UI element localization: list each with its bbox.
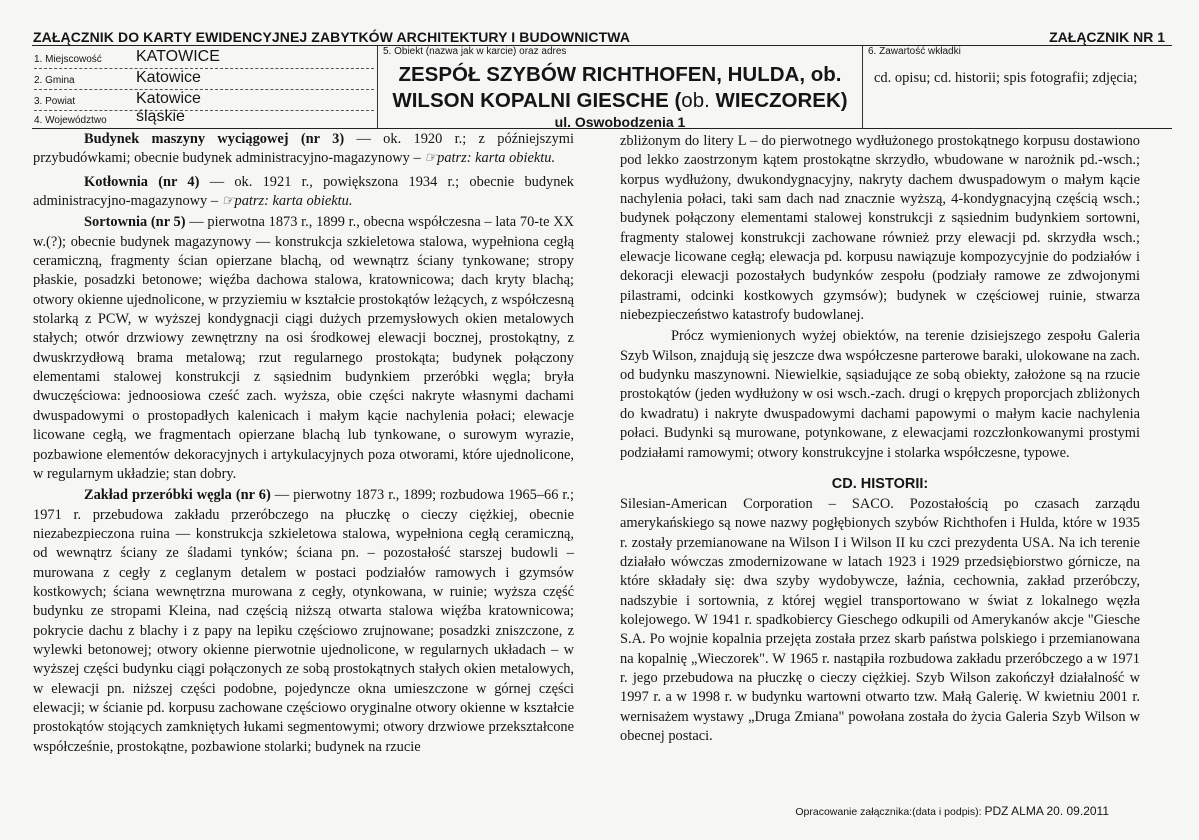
reference-link: ☞patrz: karta obiektu.	[221, 193, 353, 210]
paragraph-sorting-plant	[33, 213, 574, 484]
field-label: 4. Województwo	[34, 115, 107, 126]
paragraph-text: — pierwotny 1873 r., 1899; rozbudowa 1965–66 r.; 1971 r. przebudowa zakładu przeróbczego na płuczkę o cieczy ciężkiej, obecnie niezabezpieczona ruina — konstrukcja szkieletowa stalowa, wypełniona cegłą ceramiczną, od wewnątrz ściany ze śladami tynków; ściana pn. – pozostałość starszej budowli – murowana z cegły z ceglanym detalem w postaci podziałów ramowych i gzymsów kostkowych; ściana wewnętrzna murowana z cegły, otynkowana, w ruinie; wyższa część budynku ze stropami Kleina, nad częścią niższą otwarta stalowa więźba kratownicowa; pokrycie dachu z blachy i z papy na lepiku częściowo zrujnowane; posadzki zniszczone, z wylewki betonowej; otwory okienne pierwotnie ujednolicone, w regularnych układach – w wyższej części budynku ciągi połączonych ze sobą prostokątnych stałych okien metalowych, w elewacji pn. niższej części podobne, pojedyncze okna umieszczone w górnej części elewacji; w ścianie pd. korpusu zachowane częściowo oryginalne otwory okienne w kształcie prostokątów stojących zamkniętych łukami segmentowymi; otwory drzwiowe przekształcone współcześnie, prostokątne, pozbawione stolarki; budynek na rzucie	[33, 487, 575, 755]
building-title: Sortownia (nr 5)	[84, 214, 186, 231]
field-value: Katowice	[136, 69, 201, 86]
field-rule	[34, 110, 374, 111]
object-name-ob: ob.	[681, 89, 710, 112]
object-name	[378, 62, 862, 114]
annex-number: ZAŁĄCZNIK NR 1	[1049, 29, 1165, 45]
header-title: ZAŁĄCZNIK DO KARTY EWIDENCYJNEJ ZABYTKÓW ARCHITEKTURY I BUDOWNICTWA	[33, 29, 631, 45]
building-title: Kotłownia (nr 4)	[84, 173, 200, 190]
object-name-part: WILSON KOPALNI GIESCHE (	[392, 89, 682, 112]
building-title: Budynek maszyny wyciągowej (nr 3)	[84, 131, 345, 147]
field-label: 2. Gmina	[34, 75, 75, 86]
object-address: ul. Oswobodzenia 1	[554, 114, 686, 130]
paragraph-text: — pierwotna 1873 r., 1899 r., obecna współczesna – lata 70-te XX w.(?); obecnie budynek magazynowy — konstrukcja szkieletowa stalowa, wypełniona cegłą ceramiczną, fragmenty ścian opierzane blachą, od wewnątrz ściany tynkowane; stropy płaskie, posadzki betonowe; więźba dachowa stalowa, kratownicowa; dach kryty blachą; otwory okienne ujednolicone, w przyziemiu w kształcie prostokątów leżących, z współczesną stolarką z PCW, w wyższej kondygnacji ciągi dużych przemysłowych okien metalowych stałych; otwór drzwiowy zewnętrzny na osi środkowej elewacji bocznej, prostokątny, z dwuskrzydłową brama metalową; rzut regularnego prostokąta; budynek połączony elementami stalowej konstrukcji z sąsiednim budynkiem przeróbki węgla; bryła dwuczęściowa: jednoosiowa cześć zach. wyższa, obie części nakryte własnymi dachami dwuspadowymi o prostopadłych kalenicach i małym kącie nachylenia połaci; elewacje licowane cegłą, we fragmentach opierzane blachą lub tynkowane, o surowym wyrazie, pozbawione elementów dekoracyjnych i artykulacyjnych poza otworami, które ujednolicone, w regularnym układzie; stan dobry.	[33, 214, 574, 482]
paragraph-boiler-house	[33, 173, 574, 212]
history-heading: CD. HISTORII:	[831, 475, 929, 492]
object-name-line2	[378, 88, 862, 114]
object-name-part: WIECZOREK)	[709, 89, 848, 112]
field-rule	[34, 68, 374, 69]
reference-link: ☞patrz: karta obiektu.	[424, 150, 556, 167]
header-divider-right	[862, 45, 863, 129]
field-label: 3. Powiat	[34, 96, 76, 107]
paragraph-other-objects: Prócz wymienionych wyżej obiektów, na terenie dzisiejszego zespołu Galeria Szyb Wilson, znajdują się jeszcze dwa współczesne parterowe baraki, ulokowane na zach. od budynku maszynowni. Niewielkie, sąsiadujące ze sobą obiekty, założone są na rzucie prostokątów (jeden wydłużony w osi wsch.-zach. drugi o krępych proporcjach zbliżonych do kwadratu) i nakryte dwuspadowymi dachami papowymi o małym kacie nachylenia połaci. Budynki są murowane, potynkowane, z elewacjami rozczłonkowanymi prostymi podziałami ramowymi; otwory konstrukcyjne i stolarka współczesne, typowe.	[620, 328, 1140, 461]
paragraph-description-cont: zbliżonym do litery L – do pierwotnego wydłużonego prostokątnego korpusu dostawiono pod lekko zaostrzonym kątem prostokątne skrzydło, wbudowane w narożnik pd.-wsch.; korpus wydłużony, dwukondygnacyjny, nakryty dachem dwuspadowym o małym kącie nachylenia połaci, taki sam dach nad znacznie wyższą, 4-kondygnacyjną częścią wsch.; budynek połączony elementami stalowej konstrukcji z sąsiednim budynkiem sortowni, fragmenty stalowej konstrukcji zachowane również przy elewacji pd. skrzydła wsch.; elewacje licowane cegłą; elewacja pd. korpusu nawiązuje kompozycyjnie do podziałów i dekoracji elewacji pozostałych budynków zespołu (podziały ramowe ze zdwojonymi pilastrami, odcinki kostkowych gzymsów); budynek w częściowej ruinie, stwarza niebezpieczeństwo katastrofy budowlanej.	[620, 133, 1140, 324]
header-top-rule	[32, 45, 1172, 46]
contents-value: cd. opisu; cd. historii; spis fotografii; zdjęcia;	[874, 70, 1138, 86]
footer-signature	[795, 804, 1109, 818]
field-rule	[34, 89, 374, 90]
field-value: KATOWICE	[136, 48, 220, 65]
paragraph-text: — ok. 1921 r., powiększona 1934 r.; obecnie budynek administracyjno-magazynowy –	[33, 173, 574, 210]
footer-label: Opracowanie załącznika:(data i podpis):	[795, 806, 985, 818]
paragraph-machine-building	[33, 130, 574, 169]
field-label: 1. Miejscowość	[34, 54, 102, 65]
field-value: śląskie	[136, 108, 185, 125]
footer-value: PDZ ALMA 20. 09.2011	[984, 804, 1109, 818]
left-column	[33, 130, 574, 757]
paragraph-coal-processing	[33, 486, 574, 757]
paragraph-history: Silesian-American Corporation – SACO. Pozostałością po czasach zarządu amerykańskiego są nowe nazwy pogłębionych szybów Richthofen i Hulda, które w 1935 r. zostały przemianowane na Wilson I i Wilson II ku czci prezydenta USA. Na ich terenie działało wówczas zmodernizowane w latach 1923 i 1929 przedsiębiorstwo górnicze, na które składały się: dwa szyby wydobywcze, łaźnia, cechownia, zakład przeróbczy, nadszybie i sortownia, z której węgiel transportowano w świat z lokalnego węzła kolejowego. W 1941 r. spadkobiercy Gieschego odkupili od Amerykanów akcje "Giesche S.A. Po wojnie kopalnia przejęta została przez skarb państwa polskiego i przemianowana na kopalnię „Wieczorek". W 1965 r. nastąpiła rozbudowa zakładu przeróbczego a w 1971 r. jego przebudowa na płuczkę o cieczy ciężkiej. Szyb Wilson zakończył działalność w 1997 r. a w 1998 r. w budynku wartowni otwarto tzw. Małą Galerię. W kwietniu 2001 r. wernisażem wystawy „Druga Zmiana" powołana została do życia Galeria Szyb Wilson w obecnej postaci.	[620, 495, 1140, 744]
object-name-line1: ZESPÓŁ SZYBÓW RICHTHOFEN, HULDA, ob.	[398, 63, 842, 86]
paragraph-text: — ok. 1920 r.; z późniejszymi przybudówkami; obecnie budynek administracyjno-magazynowy –	[33, 131, 574, 167]
building-title: Zakład przeróbki węgla (nr 6)	[84, 487, 271, 504]
object-label: 5. Obiekt (nazwa jak w karcie) oraz adres	[383, 46, 567, 57]
contents-label: 6. Zawartość wkładki	[868, 46, 961, 57]
field-value: Katowice	[136, 90, 201, 107]
right-column	[620, 132, 1140, 746]
